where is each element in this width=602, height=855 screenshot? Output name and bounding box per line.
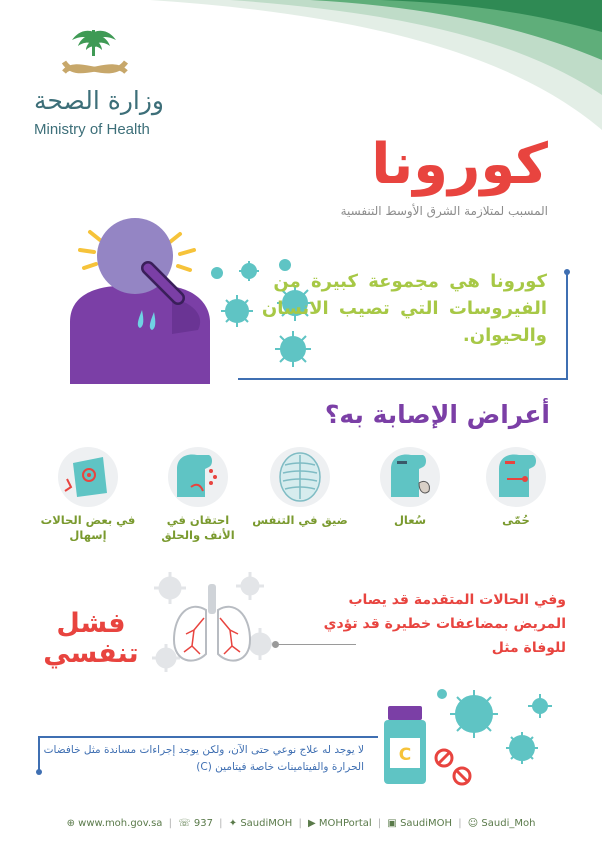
- snapchat-icon: ☺: [467, 818, 479, 829]
- symptom-congestion: [150, 443, 246, 543]
- footer-separator: |: [458, 818, 462, 829]
- footer-facebook[interactable]: SaudiMOH: [400, 818, 453, 829]
- respiratory-failure-label: فشل تنفسي: [43, 608, 139, 669]
- symptoms-title: أعراض الإصابة به؟: [324, 400, 550, 429]
- footer-contacts: [0, 818, 602, 829]
- symptom-congestion-label: احتقان في الأنف والحلق: [161, 513, 235, 542]
- globe-icon: ⊕: [66, 818, 75, 829]
- severe-connector-dot: [272, 641, 279, 648]
- lungs-icon: [265, 443, 335, 511]
- cough-icon: [375, 443, 445, 511]
- symptom-cough-label: سُعال: [393, 513, 427, 527]
- intro-accent-line: [566, 271, 568, 379]
- symptom-breathing-label: ضيق في التنفس: [252, 513, 348, 527]
- footer-snapchat[interactable]: Saudi_Moh: [481, 818, 536, 829]
- footer-youtube[interactable]: MOHPortal: [318, 818, 372, 829]
- page-subtitle: المسبب لمتلازمة الشرق الأوسط التنفسية: [340, 204, 548, 218]
- treatment-accent-top: [38, 736, 378, 738]
- stomach-icon: [53, 443, 123, 511]
- vitamin-bottle-illustration: [360, 686, 560, 786]
- footer-phone[interactable]: 937: [193, 818, 213, 829]
- intro-text: كورونا هي مجموعة كبيرة من الفيروسات التي تصيب الانسان والحيوان.: [261, 271, 547, 346]
- symptom-diarrhea: [40, 443, 136, 543]
- lungs-virus-illustration: [150, 570, 275, 680]
- throat-icon: [163, 443, 233, 511]
- symptom-fever: [468, 443, 564, 528]
- footer-website[interactable]: www.moh.gov.sa: [78, 818, 163, 829]
- footer-twitter[interactable]: SaudiMOH: [240, 818, 293, 829]
- fever-icon: [481, 443, 551, 511]
- symptom-breathing: [252, 443, 348, 528]
- intro-accent-underline: [238, 378, 568, 380]
- youtube-icon: ▶: [308, 818, 316, 829]
- symptom-cough: [362, 443, 458, 528]
- footer-separator: |: [377, 818, 382, 829]
- phone-icon: ☏: [178, 818, 191, 829]
- footer-separator: |: [168, 818, 172, 829]
- footer-separator: |: [298, 818, 302, 829]
- symptom-diarrhea-label: في بعض الحالات إسهال: [40, 513, 136, 542]
- ministry-name-arabic: وزارة الصحة: [34, 86, 164, 115]
- page-title: كورونا: [371, 132, 548, 197]
- coughing-person-illustration: [60, 212, 220, 384]
- footer-separator: |: [219, 818, 223, 829]
- facebook-icon: ▣: [387, 818, 397, 829]
- svg-text:C: C: [398, 745, 412, 765]
- ministry-name-english: Ministry of Health: [34, 121, 150, 138]
- moh-logo: [48, 26, 140, 88]
- treatment-text: لا يوجد له علاج نوعي حتى الآن، ولكن يوجد إجراءات مساندة مثل خافضات الحرارة والفيتامينات خاصة فيتامين (C): [43, 744, 364, 773]
- severe-complications-text: وفي الحالات المتقدمة قد يصاب المريض بمضاعفات خطيرة قد تؤدي للوفاة مثل: [323, 592, 566, 656]
- twitter-icon: ✦: [228, 818, 238, 829]
- symptom-fever-label: حُمّى: [502, 513, 530, 527]
